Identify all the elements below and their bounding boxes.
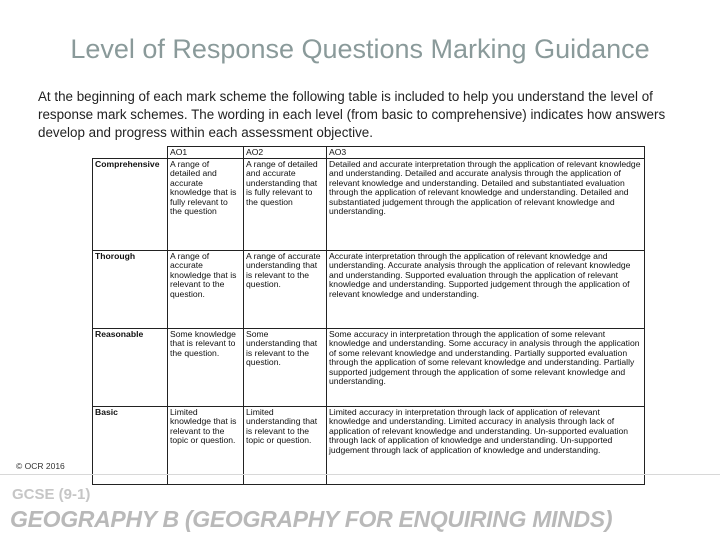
table-row bbox=[93, 406, 645, 484]
ao3-cell: Detailed and accurate interpretation through the application of relevant knowledge and understanding. Detailed and accurate analysis through the application of relevant knowledge and understanding. Detailed and substantiated evaluation through the application of relevant knowledge and understanding. Detailed and substantiated judgement through the application of relevant knowledge and understanding. bbox=[327, 158, 645, 250]
ao1-cell: A range of accurate knowledge that is relevant to the question. bbox=[168, 250, 244, 328]
level-label: Thorough bbox=[93, 250, 168, 328]
ao3-cell: Limited accuracy in interpretation through lack of application of relevant knowledge and understanding. Limited accuracy in analysis through lack of application of relevant knowledge and understanding. Un-supported evaluation through lack of application of knowledge and understanding. Un-supported judgement through lack of application of knowledge and understanding. bbox=[327, 406, 645, 484]
level-label: Basic bbox=[93, 406, 168, 484]
column-header-ao2: AO2 bbox=[244, 147, 327, 159]
copyright-notice: © OCR 2016 bbox=[16, 461, 65, 471]
ao1-cell: Limited knowledge that is relevant to the topic or question. bbox=[168, 406, 244, 484]
level-label: Reasonable bbox=[93, 328, 168, 406]
qualification-label: GCSE (9-1) bbox=[12, 486, 91, 503]
footer-divider bbox=[0, 474, 720, 475]
level-label: Comprehensive bbox=[93, 158, 168, 250]
intro-paragraph: At the beginning of each mark scheme the following table is included to help you understand the level of response mark schemes. The wording in each level (from basic to comprehensive) indicates how answers develop and progress within each assessment objective. bbox=[38, 89, 666, 140]
table-header-row bbox=[93, 147, 645, 159]
ao1-cell: A range of detailed and accurate knowledge that is fully relevant to the question bbox=[168, 158, 244, 250]
table-corner-cell bbox=[93, 147, 168, 159]
ao1-cell: Some knowledge that is relevant to the question. bbox=[168, 328, 244, 406]
table-row bbox=[93, 158, 645, 250]
table-row bbox=[93, 250, 645, 328]
ao3-cell: Some accuracy in interpretation through the application of some relevant knowledge and understanding. Some accuracy in analysis through the application of some relevant knowledge and understanding. Partially supported evaluation through the application of some relevant knowledge and understanding. Partially supported judgement through the application of some relevant knowledge and understanding. bbox=[327, 328, 645, 406]
ao2-cell: Some understanding that is relevant to the question. bbox=[244, 328, 327, 406]
ao3-cell: Accurate interpretation through the application of relevant knowledge and understanding. Accurate analysis through the application of relevant knowledge and understanding. Supported evaluation through the application of relevant knowledge and understanding. Supported judgement through the application of relevant knowledge and understanding. bbox=[327, 250, 645, 328]
table-row bbox=[93, 328, 645, 406]
ao2-cell: A range of accurate understanding that is relevant to the question. bbox=[244, 250, 327, 328]
ao2-cell: A range of detailed and accurate understanding that is fully relevant to the question bbox=[244, 158, 327, 250]
slide-title: Level of Response Questions Marking Guidance bbox=[70, 34, 650, 64]
ao2-cell: Limited understanding that is relevant to the topic or question. bbox=[244, 406, 327, 484]
column-header-ao3: AO3 bbox=[327, 147, 645, 159]
subject-title: GEOGRAPHY B (GEOGRAPHY FOR ENQUIRING MINDS) bbox=[10, 506, 613, 532]
marking-guidance-table bbox=[92, 146, 645, 485]
column-header-ao1: AO1 bbox=[168, 147, 244, 159]
